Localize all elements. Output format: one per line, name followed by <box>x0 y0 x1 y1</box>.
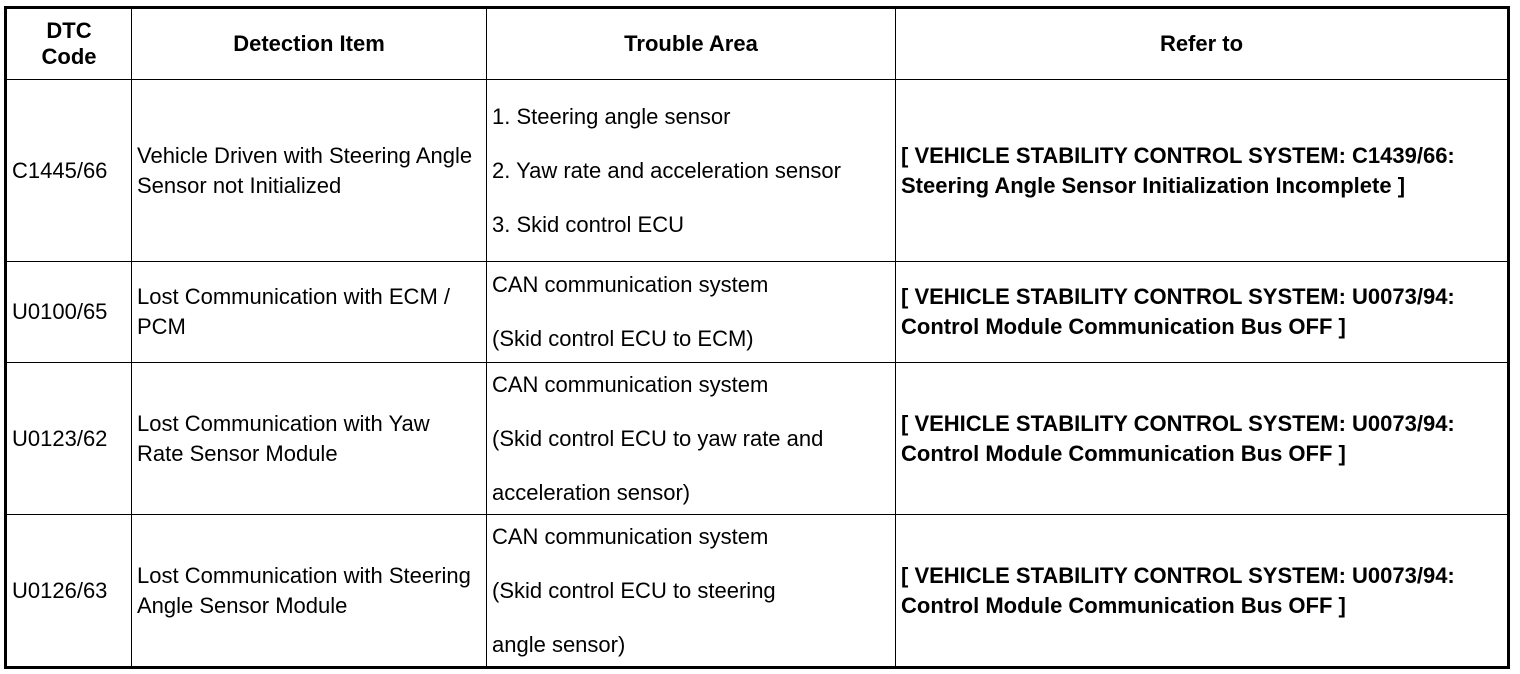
trouble-area-cell <box>487 80 896 262</box>
refer-to-link[interactable]: [ VEHICLE STABILITY CONTROL SYSTEM: U0073/94: Control Module Communication Bus OFF ] <box>896 363 1509 515</box>
refer-to-link[interactable]: [ VEHICLE STABILITY CONTROL SYSTEM: C1439/66: Steering Angle Sensor Initialization Incomplete ] <box>896 80 1509 262</box>
trouble-area-cell <box>487 363 896 515</box>
dtc-code-cell: U0123/62 <box>6 363 132 515</box>
detection-item-cell: Lost Communication with Steering Angle Sensor Module <box>132 515 487 668</box>
trouble-area-line: (Skid control ECU to ECM) <box>492 326 754 351</box>
trouble-area-line: CAN communication system <box>492 371 769 397</box>
dtc-table <box>4 6 1510 669</box>
detection-item-cell: Vehicle Driven with Steering Angle Sensor not Initialized <box>132 80 487 262</box>
table-row <box>6 262 1509 363</box>
trouble-area-line: 3. Skid control ECU <box>492 211 684 237</box>
trouble-area-cell <box>487 515 896 668</box>
header-trouble-area: Trouble Area <box>487 8 896 80</box>
trouble-area-line: acceleration sensor) <box>492 479 691 505</box>
trouble-area-line: (Skid control ECU to steering <box>492 577 776 603</box>
table-row <box>6 515 1509 668</box>
detection-item-cell: Lost Communication with ECM / PCM <box>132 262 487 363</box>
table-row <box>6 80 1509 262</box>
dtc-code-cell: U0100/65 <box>6 262 132 363</box>
header-dtc-code <box>6 8 132 80</box>
trouble-area-line: 1. Steering angle sensor <box>492 103 731 129</box>
dtc-code-cell: C1445/66 <box>6 80 132 262</box>
refer-to-link[interactable]: [ VEHICLE STABILITY CONTROL SYSTEM: U0073/94: Control Module Communication Bus OFF ] <box>896 515 1509 668</box>
header-dtc-code-line1: DTC <box>46 18 92 43</box>
header-dtc-code-line2: Code <box>41 44 97 69</box>
dtc-code-cell: U0126/63 <box>6 515 132 668</box>
trouble-area-cell <box>487 262 896 363</box>
header-row <box>6 8 1509 80</box>
trouble-area-line: CAN communication system <box>492 523 769 549</box>
header-detection-item: Detection Item <box>132 8 487 80</box>
trouble-area-line: (Skid control ECU to yaw rate and <box>492 425 824 451</box>
trouble-area-line: angle sensor) <box>492 631 626 657</box>
header-refer-to: Refer to <box>896 8 1509 80</box>
trouble-area-line: 2. Yaw rate and acceleration sensor <box>492 157 841 183</box>
detection-item-cell: Lost Communication with Yaw Rate Sensor Module <box>132 363 487 515</box>
refer-to-link[interactable]: [ VEHICLE STABILITY CONTROL SYSTEM: U0073/94: Control Module Communication Bus OFF ] <box>896 262 1509 363</box>
table-row <box>6 363 1509 515</box>
trouble-area-line: CAN communication system <box>492 272 769 297</box>
